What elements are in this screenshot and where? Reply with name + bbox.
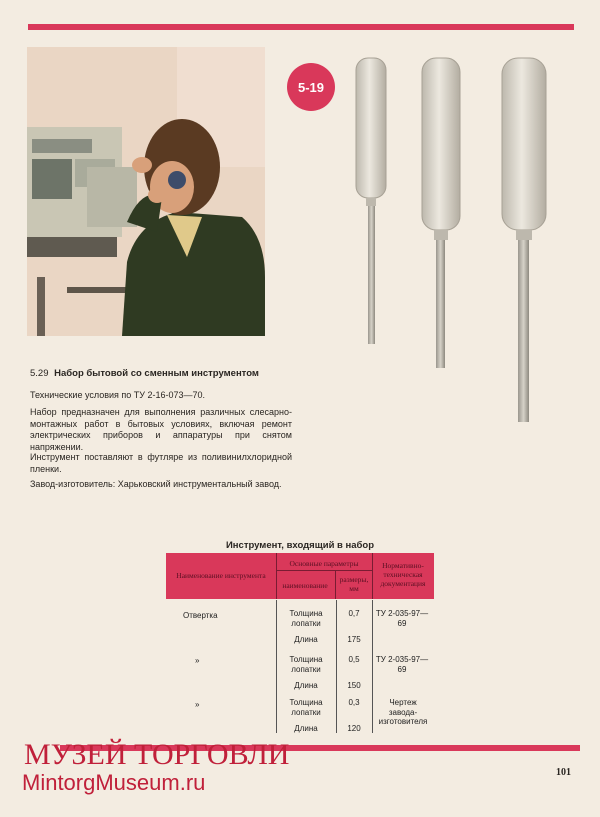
top-rule xyxy=(28,24,574,30)
table-cell-size: 0,7 xyxy=(348,609,360,618)
table-cell-doc: Чертеж завода-изготовителя xyxy=(378,698,428,726)
section-badge: 5-19 xyxy=(287,63,335,111)
table-cell-doc: ТУ 2-035-97—69 xyxy=(375,609,429,628)
table-cell-param: Длина xyxy=(294,681,318,690)
paragraph-packaging: Инструмент поставляют в футляре из поливинилхлоридной пленки. xyxy=(30,452,292,474)
watermark-title: МУЗЕЙ ТОРГОВЛИ xyxy=(24,738,290,771)
header-size: размеры, мм xyxy=(339,575,369,593)
table-cell-name: Отвертка xyxy=(183,611,218,620)
header-divider xyxy=(372,553,373,599)
product-photo xyxy=(27,47,265,336)
photo-illustration xyxy=(27,47,265,336)
table-cell-doc: ТУ 2-035-97—69 xyxy=(375,655,429,674)
table-cell-param: Толщина лопатки xyxy=(289,698,323,717)
product-title xyxy=(30,368,292,379)
table-cell-size: 175 xyxy=(347,635,361,644)
header-divider xyxy=(276,553,277,599)
paragraph-manufacturer: Завод-изготовитель: Харьковский инструментальный завод. xyxy=(30,479,282,489)
header-divider xyxy=(335,571,336,599)
table-cell-size: 150 xyxy=(347,681,361,690)
screwdriver-medium xyxy=(422,58,460,368)
paragraph-spec: Технические условия по ТУ 2-16-073—70. xyxy=(30,390,206,400)
screwdriver-large xyxy=(502,58,546,422)
table-cell-param: Толщина лопатки xyxy=(289,655,323,674)
table-cell-size: 120 xyxy=(347,724,361,733)
table-header xyxy=(166,553,434,599)
header-name: Наименование инструмента xyxy=(176,571,266,580)
table-column-line xyxy=(372,600,373,733)
table-cell-name: » xyxy=(195,700,200,709)
table-cell-param: Длина xyxy=(294,635,318,644)
screwdrivers-illustration xyxy=(340,48,580,448)
header-group: Основные параметры xyxy=(289,559,359,568)
header-doc: Нормативно-техническая документация xyxy=(380,561,426,588)
table-cell-size: 0,5 xyxy=(348,655,360,664)
paragraph-purpose: Набор предназначен для выполнения различных слесарно-монтажных работ в бытовых условиях, включая ремонт электрических приборов и аппаратуры при снятом напряжении. xyxy=(30,407,292,452)
item-name: Набор бытовой со сменным инструментом xyxy=(54,368,259,379)
item-number: 5.29 xyxy=(30,368,49,379)
page-number: 101 xyxy=(556,767,571,778)
table-column-line xyxy=(336,600,337,733)
table-cell-param: Длина xyxy=(294,724,318,733)
table-cell-name: » xyxy=(195,656,200,665)
table-column-line xyxy=(276,600,277,733)
table-cell-param: Толщина лопатки xyxy=(289,609,323,628)
header-divider xyxy=(276,570,372,571)
table-title: Инструмент, входящий в набор xyxy=(225,540,375,551)
header-param: наименование xyxy=(282,581,328,590)
watermark-url: MintorgMuseum.ru xyxy=(22,770,206,795)
table-cell-size: 0,3 xyxy=(348,698,360,707)
screwdriver-small xyxy=(356,58,386,344)
